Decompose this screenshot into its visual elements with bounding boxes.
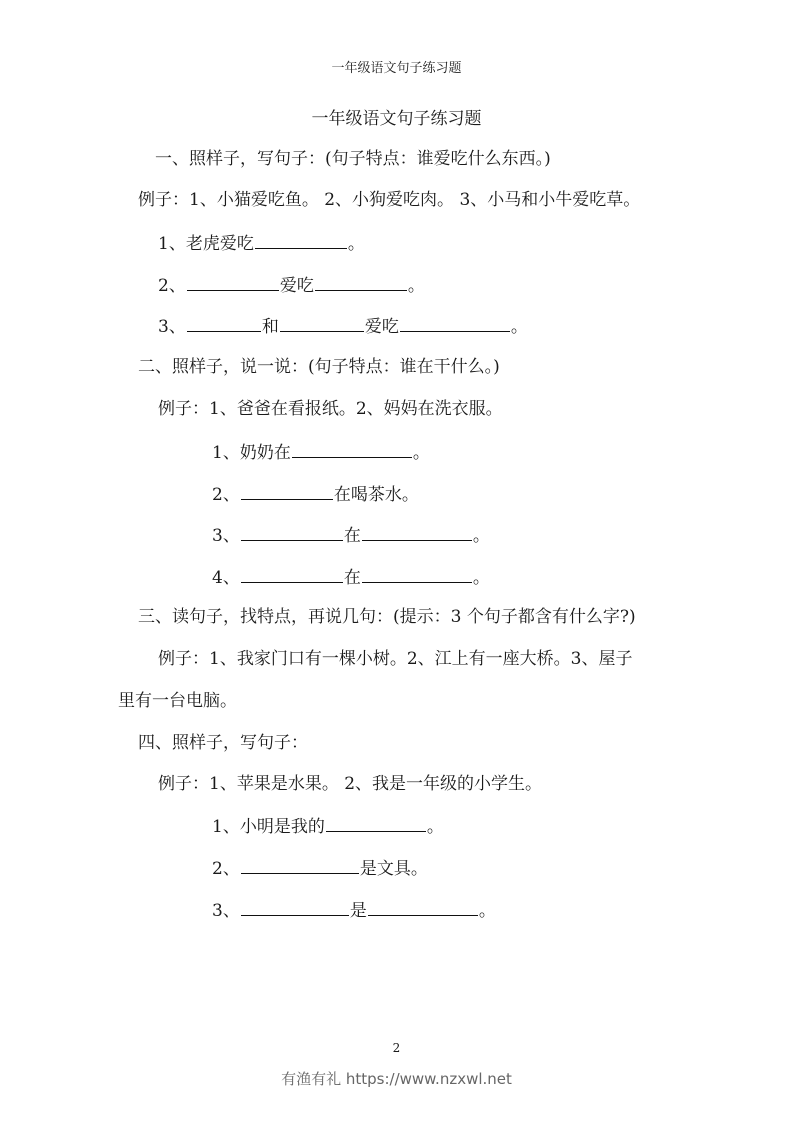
item-text: 在	[343, 568, 361, 588]
section-2-item-3	[212, 523, 490, 547]
answer-blank[interactable]	[368, 898, 478, 916]
item-text: 爱吃	[364, 317, 399, 337]
item-text: 爱吃	[279, 276, 314, 296]
answer-blank[interactable]	[400, 314, 510, 332]
item-number: 2、	[212, 859, 240, 879]
item-number: 3、	[158, 317, 186, 337]
item-text: 小明是我的	[239, 817, 325, 837]
answer-blank[interactable]	[241, 898, 349, 916]
section-2-item-1	[212, 440, 430, 464]
answer-blank[interactable]	[315, 273, 407, 291]
section-2-item-2	[212, 482, 419, 506]
section-1-item-1	[158, 231, 365, 255]
answer-blank[interactable]	[241, 523, 343, 541]
item-text: 。	[347, 234, 365, 254]
item-text: 。	[510, 317, 528, 337]
item-text: 奶奶在	[239, 443, 291, 463]
item-text: 在	[343, 526, 361, 546]
item-number: 1、	[158, 234, 186, 254]
item-number: 2、	[158, 276, 186, 296]
item-text: 。	[472, 526, 490, 546]
item-text: 。	[426, 817, 444, 837]
item-text: 。	[478, 901, 496, 921]
item-text: 。	[407, 276, 425, 296]
running-header: 一年级语文句子练习题	[331, 61, 462, 76]
section-4-item-1	[212, 814, 444, 838]
section-4-heading: 四、照样子，写句子：	[138, 733, 308, 753]
answer-blank[interactable]	[280, 314, 364, 332]
item-text: 。	[472, 568, 490, 588]
item-text: 是文具。	[359, 859, 428, 879]
answer-blank[interactable]	[362, 565, 472, 583]
answer-blank[interactable]	[326, 814, 426, 832]
answer-blank[interactable]	[362, 523, 472, 541]
page-number: 2	[392, 1041, 401, 1055]
answer-blank[interactable]	[255, 231, 347, 249]
item-text: 是	[349, 901, 367, 921]
section-1-item-3	[158, 314, 528, 338]
section-1-item-2	[158, 273, 425, 297]
section-4-item-3	[212, 898, 496, 922]
section-4-example: 例子：1、苹果是水果。 2、我是一年级的小学生。	[158, 774, 543, 794]
item-number: 4、	[212, 568, 240, 588]
answer-blank[interactable]	[187, 273, 279, 291]
item-number: 3、	[212, 901, 240, 921]
section-1-example: 例子：1、小猫爱吃鱼。 2、小狗爱吃肉。 3、小马和小牛爱吃草。	[138, 190, 641, 210]
section-3-heading: 三、读句子，找特点，再说几句：(提示：3 个句子都含有什么字?)	[138, 607, 636, 627]
item-number: 1、	[212, 443, 240, 463]
section-4-item-2	[212, 856, 428, 880]
answer-blank[interactable]	[187, 314, 261, 332]
item-text: 老虎爱吃	[185, 234, 254, 254]
answer-blank[interactable]	[241, 856, 359, 874]
section-2-example: 例子：1、爸爸在看报纸。2、妈妈在洗衣服。	[158, 399, 503, 419]
answer-blank[interactable]	[292, 440, 412, 458]
item-number: 1、	[212, 817, 240, 837]
watermark: 有渔有礼 https://www.nzxwl.net	[281, 1070, 512, 1088]
section-3-example-line-1: 例子：1、我家门口有一棵小树。2、江上有一座大桥。3、屋子	[158, 649, 633, 669]
item-text: 在喝茶水。	[333, 485, 419, 505]
answer-blank[interactable]	[241, 482, 333, 500]
section-2-heading: 二、照样子，说一说：(句子特点：谁在干什么。)	[138, 357, 500, 377]
item-text: 。	[412, 443, 430, 463]
section-1-heading: 一、照样子，写句子：(句子特点：谁爱吃什么东西。)	[155, 149, 551, 169]
item-number: 2、	[212, 485, 240, 505]
item-number: 3、	[212, 526, 240, 546]
item-text: 和	[261, 317, 279, 337]
answer-blank[interactable]	[241, 565, 343, 583]
section-3-example-line-2: 里有一台电脑。	[118, 691, 237, 711]
section-2-item-4	[212, 565, 490, 589]
document-title: 一年级语文句子练习题	[311, 109, 482, 129]
